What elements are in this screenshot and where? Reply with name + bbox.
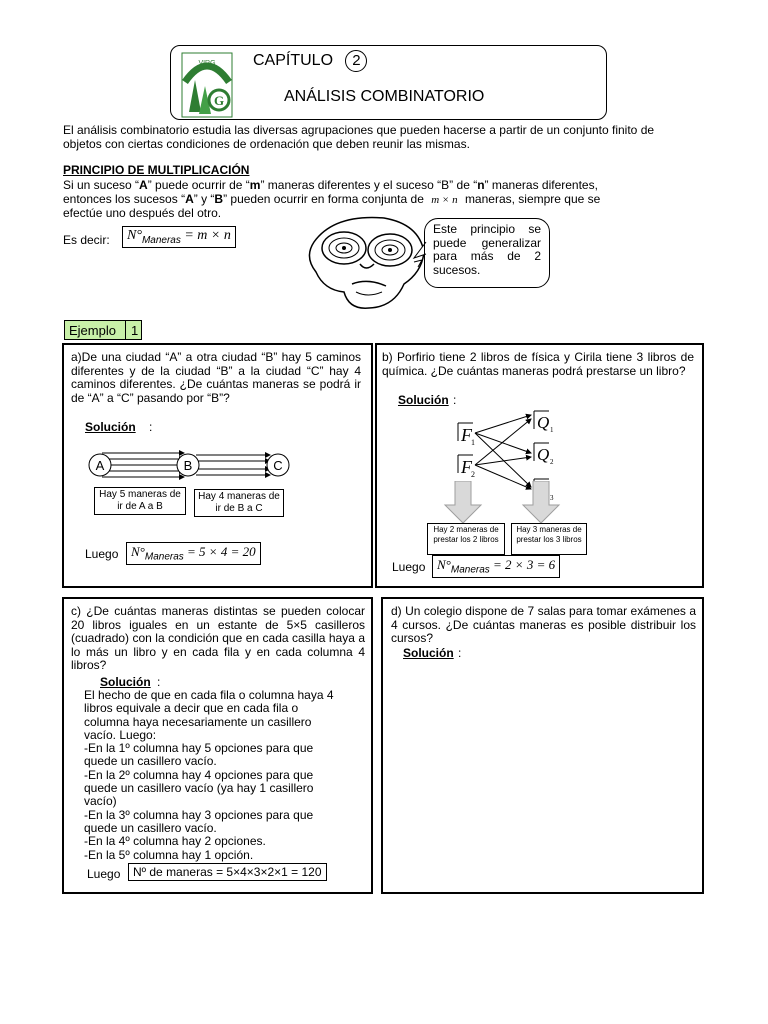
formula-part: N°: [131, 544, 145, 559]
problem-d-solution-label: Solución: [403, 646, 454, 660]
principle-line-1: [63, 179, 693, 193]
problem-a-solution-label: Solución: [85, 420, 136, 434]
es-decir-label: Es decir:: [63, 233, 110, 247]
problem-b-text: b) Porfirio tiene 2 libros de física y Cirila tiene 3 libros de química. ¿De cuántas maneras podrá prestarse un libro?: [382, 350, 694, 378]
down-arrow-icon: [443, 481, 483, 525]
problem-b-luego: Luego: [392, 560, 426, 574]
solution-line: quede un casillero vacío (ya hay 1 casillero: [84, 781, 314, 796]
problem-a-formula: [126, 542, 261, 565]
solution-line: -En la 2º columna hay 4 opciones para que: [84, 767, 314, 782]
chapter-header: [170, 45, 607, 120]
formula-part: N°: [437, 557, 451, 572]
problem-c-solution-body: [84, 689, 374, 862]
formula-part: = m × n: [180, 228, 231, 243]
colon: :: [157, 675, 161, 689]
problem-c-solution-label: Solución: [100, 675, 151, 689]
formula-part: N°: [127, 228, 142, 243]
formula-part: Maneras: [141, 234, 181, 246]
example-label: Ejemplo: [69, 323, 116, 338]
colon: :: [453, 393, 457, 407]
problem-d-text: d) Un colegio dispone de 7 salas para tomar exámenes a 4 cursos. ¿De cuántas maneras es posible distribuir los cursos?: [391, 604, 696, 645]
text-fragment: A: [139, 178, 148, 192]
solution-line: quede un casillero vacío.: [84, 820, 217, 835]
chapter-title: [253, 50, 367, 72]
solution-line: -En la 1º columna hay 5 opciones para que: [84, 741, 314, 756]
chemistry-book-2-label: Q: [537, 445, 550, 464]
chemistry-book-3-sub: 3: [550, 494, 554, 501]
formula-part: = 2 × 3 = 6: [489, 557, 556, 572]
inline-formula: m × n: [431, 194, 458, 206]
problem-b-box: [375, 343, 704, 588]
solution-line: vacío. Luego:: [84, 727, 157, 742]
chapter-subtitle: ANÁLISIS COMBINATORIO: [284, 88, 485, 105]
principle-line-3: efectúe uno después del otro.: [63, 206, 222, 220]
problem-c-text: c) ¿De cuántas maneras distintas se pueden colocar 20 libros iguales en un estante de 5×5 casilleros (cuadrado) con la condición que en cada casilla haya a lo más un libro y en cada fila y en cada columna 4 libros?: [71, 604, 365, 672]
down-arrow-icon: [521, 481, 561, 525]
problem-a-luego: Luego: [85, 547, 119, 561]
problem-b-solution-label: Solución: [398, 393, 449, 407]
node-a-label: A: [95, 458, 105, 473]
cartoon-face-illustration: [294, 212, 426, 312]
problem-a-box: [62, 343, 373, 588]
problem-c-luego: Luego: [87, 867, 121, 881]
principle-formula: [122, 226, 236, 248]
logo-text: VIRG: [198, 60, 216, 67]
solution-line: vacío): [84, 794, 117, 809]
lending-arrows: [475, 415, 531, 489]
solution-line: libros equivale a decir que en cada fila o: [84, 701, 299, 716]
text-fragment: ” maneras diferentes,: [484, 178, 598, 192]
problem-c-box: [62, 597, 373, 894]
text-fragment: maneras, siempre que se: [464, 192, 601, 206]
text-fragment: entonces los sucesos “: [63, 192, 186, 206]
text-fragment: ” maneras diferentes y el suceso “B” de “: [260, 178, 478, 192]
text-fragment: Si un suceso “: [63, 178, 140, 192]
problem-a-route-diagram: [84, 445, 294, 489]
solution-line: El hecho de que en cada fila o columna haya 4: [84, 688, 334, 702]
solution-line: -En la 4º columna hay 2 opciones.: [84, 834, 266, 849]
problem-b-note-2: Hay 3 maneras de prestar los 3 libros: [511, 523, 587, 555]
problem-b-note-1: Hay 2 maneras de prestar los 2 libros: [427, 523, 505, 555]
text-fragment: A: [185, 192, 194, 206]
formula-part: Maneras: [144, 551, 184, 563]
text-fragment: n: [477, 178, 485, 192]
text-fragment: ” y “: [193, 192, 215, 206]
intro-paragraph: El análisis combinatorio estudia las diversas agrupaciones que pueden hacerse a partir de un conjunto finito de objetos con ciertas condiciones de ordenación que deben reunir las mismas.: [63, 123, 655, 151]
example-number: 1: [131, 323, 139, 338]
problem-a-note-1: Hay 5 maneras de ir de A a B: [94, 487, 186, 515]
physics-book-1-label: F: [461, 425, 472, 445]
solution-line: quede un casillero vacío.: [84, 754, 217, 769]
routes-a-to-b: [102, 453, 184, 477]
formula-part: Maneras: [450, 564, 490, 576]
chemistry-book-1-sub: 1: [550, 426, 554, 434]
colon: :: [149, 420, 153, 434]
physics-book-1-sub: 1: [471, 438, 475, 447]
chemistry-book-2-sub: 2: [550, 458, 554, 466]
principle-heading: PRINCIPIO DE MULTIPLICACIÓN: [63, 163, 250, 177]
chapter-label: CAPÍTULO: [253, 52, 334, 69]
physics-book-2-label: F: [461, 457, 472, 477]
text-fragment: ” pueden ocurrir en forma conjunta de: [223, 192, 424, 206]
colon: :: [458, 646, 462, 660]
chemistry-book-1-label: Q: [537, 413, 550, 432]
text-fragment: ” puede ocurrir de “: [147, 178, 250, 192]
svg-text:G: G: [213, 93, 225, 108]
chapter-number: 2: [345, 50, 367, 72]
solution-line: columna haya necesariamente un casillero: [84, 714, 312, 729]
solution-line: -En la 5º columna hay 1 opción.: [84, 847, 254, 862]
example-tag: [64, 320, 142, 340]
problem-b-formula: [432, 555, 560, 578]
problem-d-box: [381, 597, 704, 894]
problem-a-note-2: Hay 4 maneras de ir de B a C: [194, 489, 284, 517]
physics-book-2-sub: 2: [471, 470, 475, 479]
school-logo: [181, 52, 233, 118]
node-b-label: B: [183, 458, 193, 473]
solution-line: -En la 3º columna hay 3 opciones para que: [84, 807, 314, 822]
text-fragment: B: [214, 192, 224, 206]
problem-c-formula: Nº de maneras = 5×4×3×2×1 = 120: [128, 863, 327, 881]
text-fragment: m: [249, 178, 261, 192]
problem-a-text: a)De una ciudad “A” a otra ciudad “B” hay 5 caminos diferentes y de la ciudad “B” a la ciudad “C” hay 4 caminos diferentes. ¿De cuántas maneras se podrá ir de “A” a “C” pasando por “B”?: [71, 350, 361, 405]
routes-b-to-c: [196, 455, 270, 475]
formula-part: = 5 × 4 = 20: [183, 544, 256, 559]
node-c-label: C: [273, 458, 283, 473]
speech-bubble: Este principio se puede generalizar para más de 2 sucesos.: [424, 218, 550, 288]
